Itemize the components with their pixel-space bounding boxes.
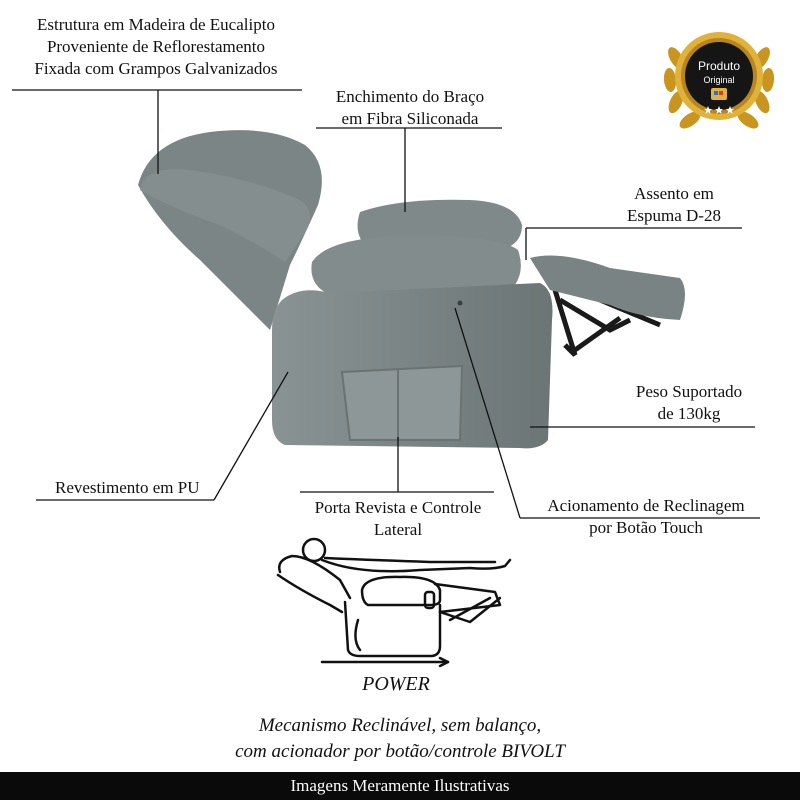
upholstery-annotation: Revestimento em PU — [55, 478, 200, 497]
diagram-label: POWER — [362, 673, 430, 695]
disclaimer-footer: Imagens Meramente Ilustrativas — [0, 772, 800, 800]
seat-line-2: Espuma D-28 — [627, 206, 721, 225]
pocket-line-1: Porta Revista e Controle — [314, 498, 482, 517]
pocket-line-2: Lateral — [373, 520, 423, 539]
button-line-2: por Botão Touch — [589, 518, 703, 537]
arm-filling-line-1: Enchimento do Braço — [335, 87, 485, 106]
mechanism-caption — [150, 713, 650, 765]
arm-filling-line-2: em Fibra Siliconada — [341, 109, 479, 128]
weight-line-2: de 130kg — [657, 404, 721, 423]
structure-line-2: Proveniente de Reflorestamento — [46, 37, 266, 56]
structure-line-3: Fixada com Grampos Galvanizados — [34, 59, 278, 78]
structure-line-1: Estrutura em Madeira de Eucalipto — [37, 15, 275, 34]
badge-line-2: Original — [703, 75, 735, 85]
badge-line-1: Produto — [697, 59, 741, 73]
caption-line-2: com acionador por botão/controle BIVOLT — [235, 741, 565, 762]
weight-line-1: Peso Suportado — [635, 382, 743, 401]
button-line-1: Acionamento de Reclinagem — [547, 496, 745, 515]
caption-line-1: Mecanismo Reclinável, sem balanço, — [258, 715, 542, 736]
seat-line-1: Assento em — [634, 184, 714, 203]
